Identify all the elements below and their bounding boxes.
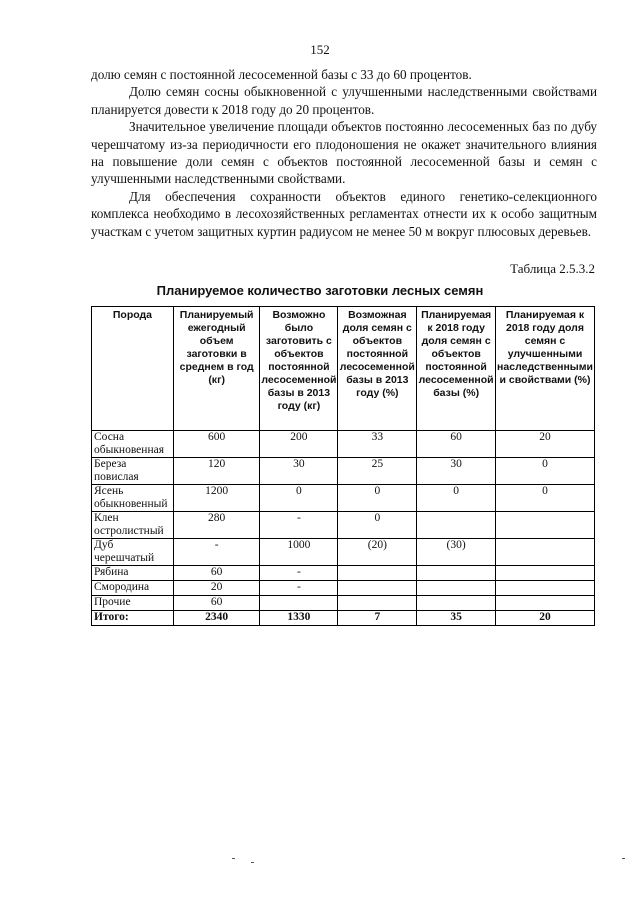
table-cell: Ясень обыкновенный [92,485,174,512]
table-cell: 0 [496,458,595,485]
table-total-row [92,611,595,626]
table-cell [417,596,496,611]
table-cell [338,596,417,611]
table-cell: 20 [173,581,260,596]
table-cell: 60 [173,596,260,611]
table-cell: Смородина [92,581,174,596]
body-text [91,66,597,240]
table-cell: 60 [417,431,496,458]
header-cell: Возможная доля семян с объектов постоянной лесосеменной базы в 2013 году (%) [338,307,417,431]
table-row [92,566,595,581]
table-cell [496,581,595,596]
scan-artifact [251,862,254,863]
table-cell: 280 [173,512,260,539]
table-cell: 600 [173,431,260,458]
table-header-row [92,307,595,431]
table-cell [496,539,595,566]
table-cell [417,581,496,596]
paragraph: долю семян с постоянной лесосеменной базы с 33 до 60 процентов. [91,67,472,82]
table-cell: (20) [338,539,417,566]
table-cell: Рябина [92,566,174,581]
table-cell: 60 [173,566,260,581]
table-cell: 30 [417,458,496,485]
seed-harvest-table [91,306,595,626]
table-cell: Итого: [92,611,174,626]
table-cell [338,566,417,581]
table-row [92,512,595,539]
table-cell: 0 [417,485,496,512]
header-cell: Планируемая к 2018 году доля семян с объектов постоянной лесосеменной базы (%) [417,307,496,431]
table-cell: 20 [496,611,595,626]
table-cell: - [260,512,338,539]
table-label: Таблица 2.5.3.2 [510,261,595,276]
paragraph: Для обеспечения сохранности объектов единого генетико-селекционного комплекса необходимо в лесохозяйственных регламентах отнести их к особо защитным участкам с учетом защитных куртин радиусом не менее 50 м вокруг плюсовых деревьев. [91,188,597,239]
scan-artifact [232,858,235,859]
table-cell: - [260,566,338,581]
table-cell: 0 [338,512,417,539]
table-row [92,458,595,485]
table-cell: 1200 [173,485,260,512]
table-cell [417,566,496,581]
header-cell: Возможно было заготовить с объектов постоянной лесосеменной базы в 2013 году (кг) [260,307,338,431]
table-cell: 200 [260,431,338,458]
table-title: Планируемое количество заготовки лесных семян [156,283,484,298]
table-row [92,581,595,596]
table-cell: (30) [417,539,496,566]
table-cell [260,596,338,611]
header-cell: Планируемый ежегодный объем заготовки в среднем в год (кг) [173,307,260,431]
page-number: 152 [310,42,330,57]
table-cell: Клен остролистный [92,512,174,539]
table-cell: 25 [338,458,417,485]
table-cell: 0 [496,485,595,512]
table-cell: 0 [260,485,338,512]
table-cell: 7 [338,611,417,626]
table-cell: 20 [496,431,595,458]
table-row [92,596,595,611]
table-cell: 30 [260,458,338,485]
table-cell [417,512,496,539]
table-cell: 120 [173,458,260,485]
paragraph: Значительное увеличение площади объектов постоянно лесосеменных баз по дубу черешчатому из-за периодичности его плодоношения не окажет значительного влияния на повышение доли семян с объектов постоянной лесосеменной базы и семян с улучшенными наследственными свойствами. [91,119,597,187]
table-cell [496,596,595,611]
paragraph: Долю семян сосны обыкновенной с улучшенными наследственными свойствами планируется довести к 2018 году до 20 процентов. [91,84,597,117]
table-cell [496,512,595,539]
table-cell: 0 [338,485,417,512]
table-cell: 1000 [260,539,338,566]
table-row [92,539,595,566]
table-cell: 35 [417,611,496,626]
header-cell: Планируемая к 2018 году доля семян с улучшенными наследственными и свойствами (%) [496,307,595,431]
header-cell: Порода [92,307,174,431]
scan-artifact [622,858,625,859]
table-cell [338,581,417,596]
table-cell: Сосна обыкновенная [92,431,174,458]
table-cell: - [173,539,260,566]
table-cell: 1330 [260,611,338,626]
table-row [92,485,595,512]
table-cell [496,566,595,581]
table-cell: - [260,581,338,596]
table-cell: Прочие [92,596,174,611]
table-cell: Береза повислая [92,458,174,485]
table-cell: 2340 [173,611,260,626]
table-cell: 33 [338,431,417,458]
table-row [92,431,595,458]
table-cell: Дуб черешчатый [92,539,174,566]
